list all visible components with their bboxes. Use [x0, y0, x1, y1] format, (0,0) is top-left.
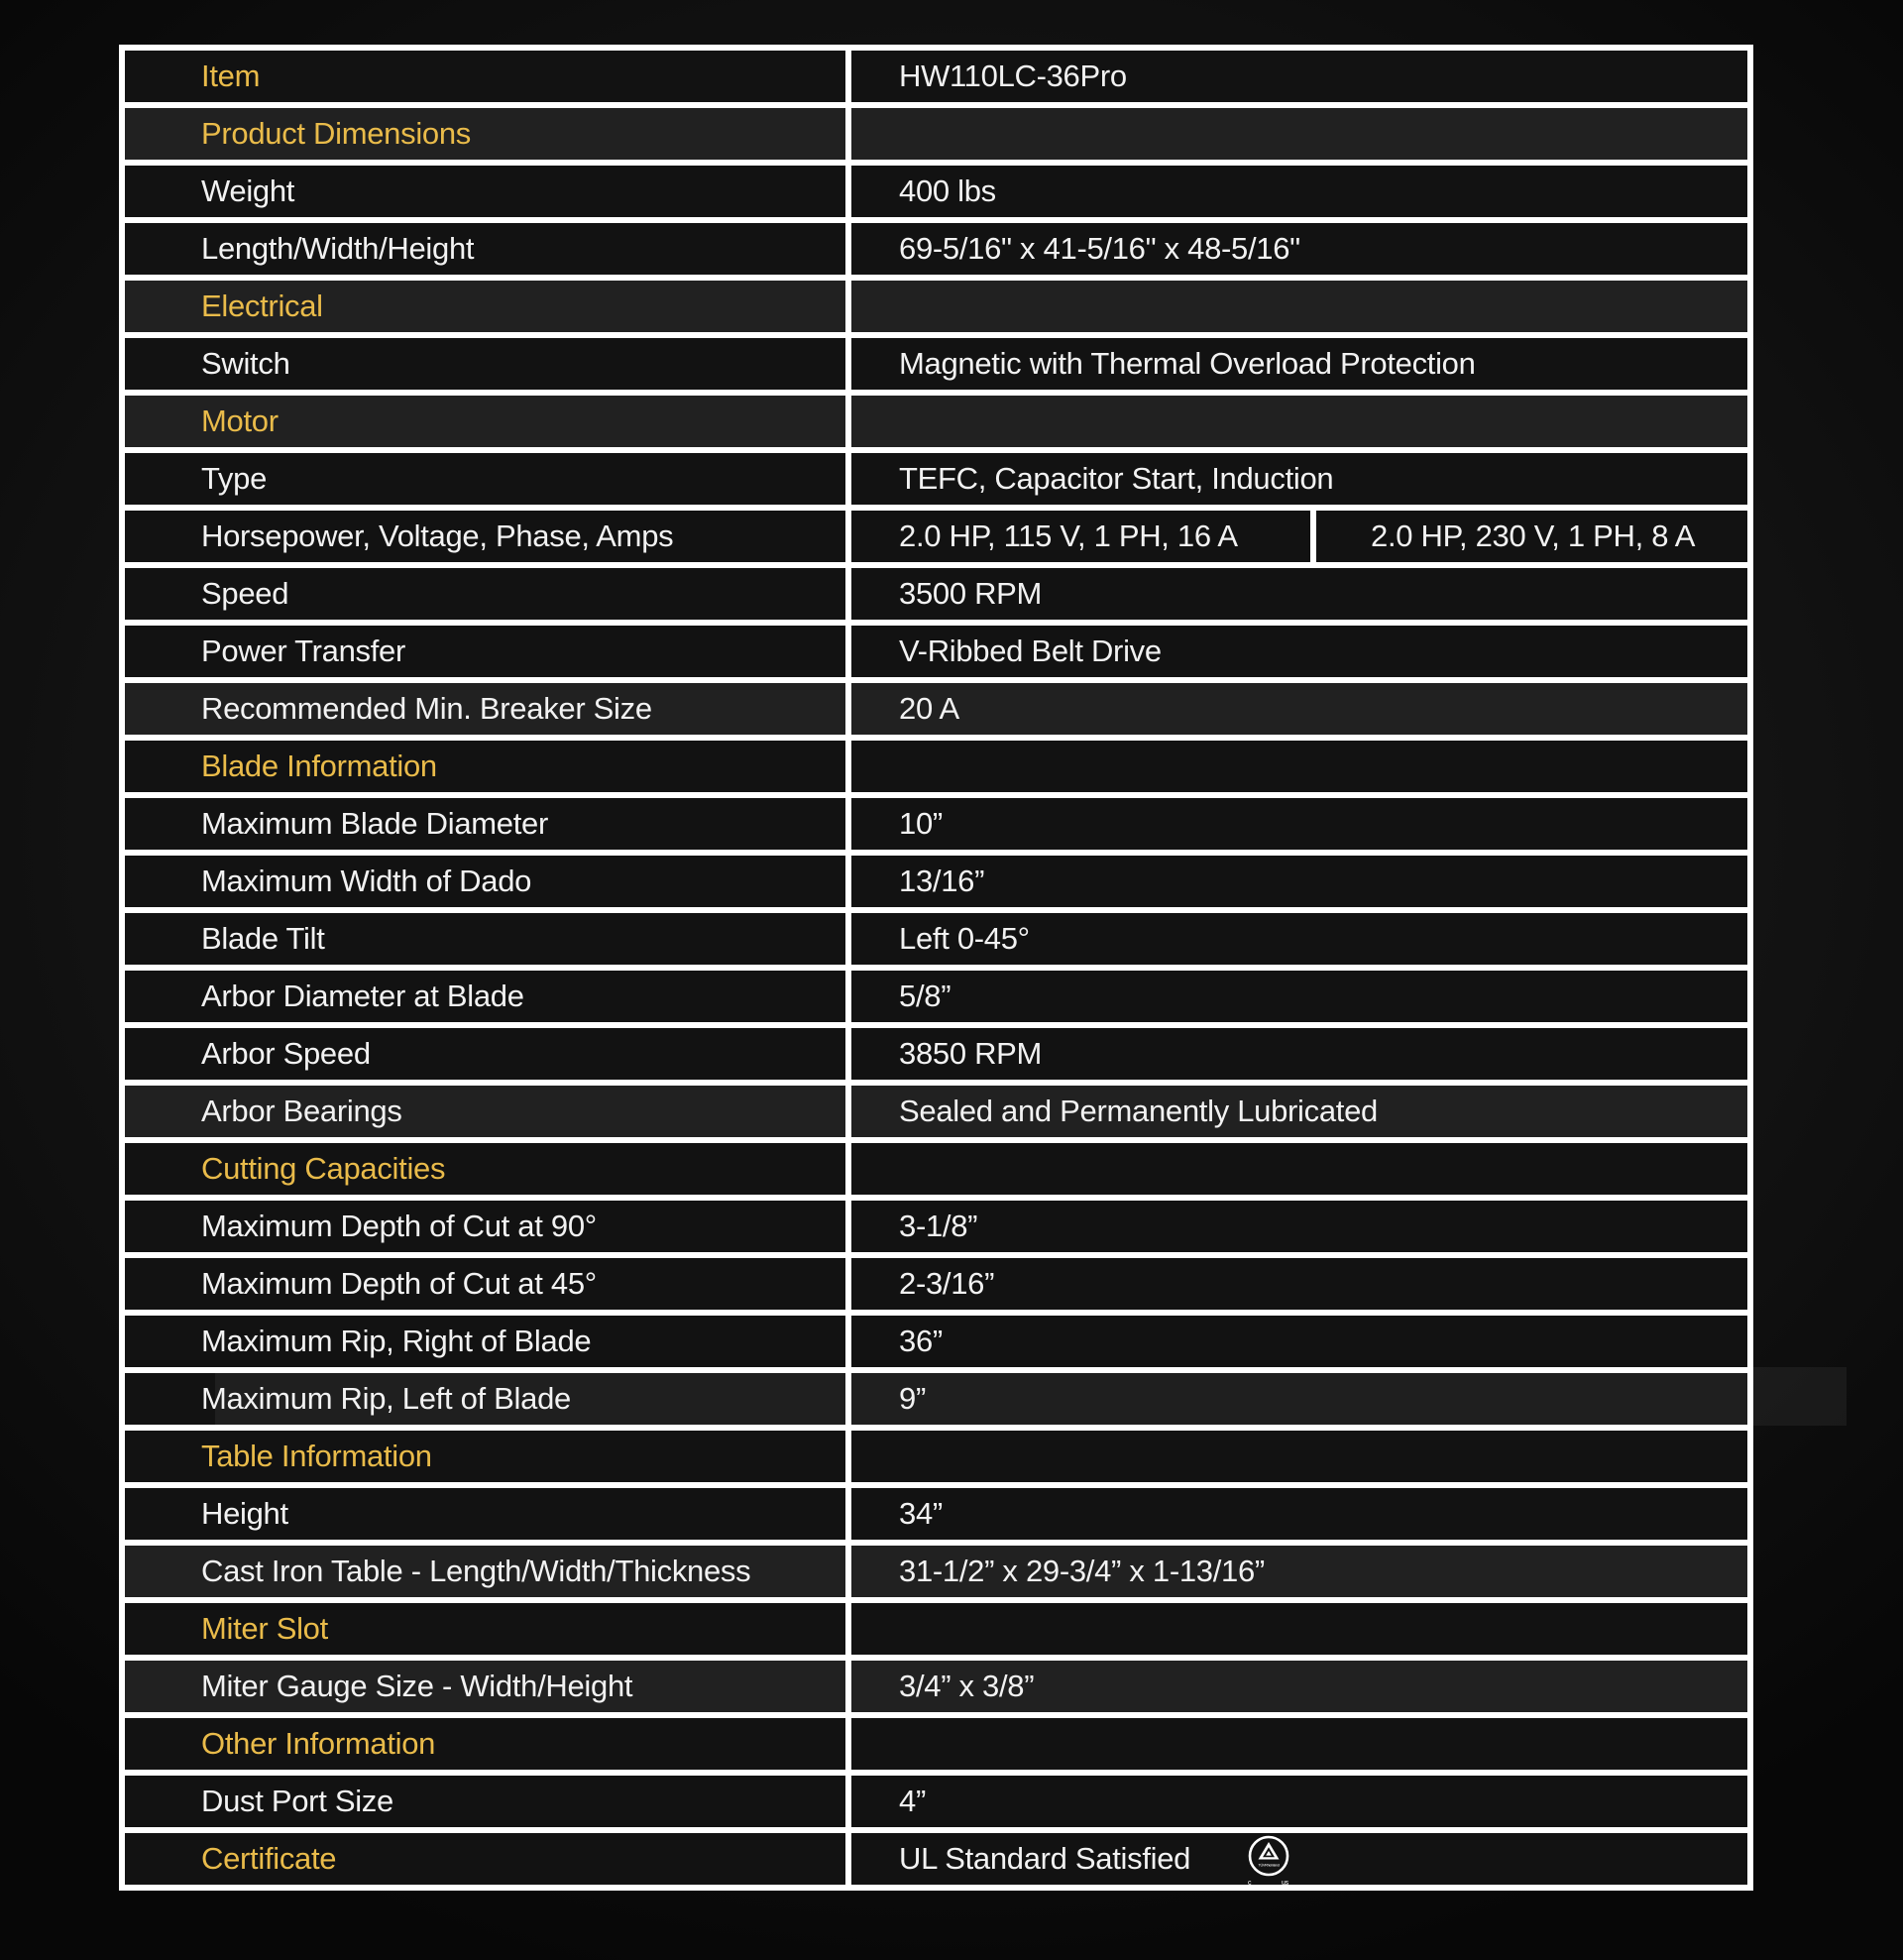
section-label: Cutting Capacities — [201, 1151, 446, 1186]
row-value-cell — [851, 1718, 1747, 1770]
section-label: Blade Information — [201, 749, 437, 783]
spec-row — [125, 1373, 1747, 1425]
section-row — [125, 108, 1747, 160]
row-label: Height — [201, 1496, 288, 1531]
row-value-cell — [851, 1776, 1747, 1827]
row-value: 2.0 HP, 230 V, 1 PH, 8 A — [1371, 519, 1696, 553]
row-value-cell — [851, 453, 1747, 505]
row-value-cell — [851, 626, 1747, 677]
spec-row — [125, 798, 1747, 850]
row-value-cell — [851, 1201, 1747, 1252]
row-label: Miter Gauge Size - Width/Height — [201, 1669, 633, 1703]
spec-row — [125, 453, 1747, 505]
row-label: Certificate — [201, 1841, 337, 1876]
row-value-cell — [851, 1488, 1747, 1540]
section-row — [125, 1718, 1747, 1770]
row-label: Weight — [201, 173, 295, 208]
row-value-cell — [851, 338, 1747, 390]
row-value-cell — [851, 798, 1747, 850]
row-label: Dust Port Size — [201, 1784, 393, 1818]
row-value-cell — [851, 1086, 1747, 1137]
row-value-cell — [851, 1028, 1747, 1080]
row-value-cell — [851, 568, 1747, 620]
row-value-cell — [851, 913, 1747, 965]
spec-row — [125, 1258, 1747, 1310]
row-value-cell — [851, 51, 1747, 102]
spec-row — [125, 338, 1747, 390]
section-label: Motor — [201, 404, 279, 438]
row-value: 34” — [899, 1496, 943, 1531]
spec-row — [125, 1316, 1747, 1367]
row-value: 5/8” — [899, 979, 952, 1013]
section-row — [125, 281, 1747, 332]
row-value: 3/4” x 3/8” — [899, 1669, 1035, 1703]
section-label: Product Dimensions — [201, 116, 471, 151]
spec-row — [125, 1661, 1747, 1712]
row-value: UL Standard Satisfied — [899, 1841, 1191, 1876]
svg-text:us: us — [1282, 1880, 1288, 1885]
row-value: 31-1/2” x 29-3/4” x 1-13/16” — [899, 1554, 1265, 1588]
row-value-cell — [851, 108, 1747, 160]
row-value: V-Ribbed Belt Drive — [899, 634, 1162, 668]
row-label: Arbor Diameter at Blade — [201, 979, 524, 1013]
row-label: Maximum Rip, Left of Blade — [201, 1381, 571, 1416]
row-label: Speed — [201, 576, 289, 611]
spec-row — [125, 1028, 1747, 1080]
row-value-cell — [851, 1546, 1747, 1597]
section-label: Electrical — [201, 288, 323, 323]
spec-row — [125, 568, 1747, 620]
row-value-cell — [851, 1661, 1747, 1712]
section-label: Table Information — [201, 1439, 432, 1473]
spec-row — [125, 1546, 1747, 1597]
row-label: Maximum Depth of Cut at 45° — [201, 1266, 597, 1301]
row-label: Blade Tilt — [201, 921, 325, 956]
row-value-cell — [851, 1316, 1747, 1367]
row-value-cell — [851, 1258, 1747, 1310]
row-value: Left 0-45° — [899, 921, 1030, 956]
row-label: Maximum Rip, Right of Blade — [201, 1324, 592, 1358]
section-row — [125, 396, 1747, 447]
spec-row — [125, 856, 1747, 907]
row-value: 9” — [899, 1381, 926, 1416]
row-value-cell — [851, 1431, 1747, 1482]
row-label: Cast Iron Table - Length/Width/Thickness — [201, 1554, 751, 1588]
spec-row — [125, 626, 1747, 677]
spec-row — [125, 1776, 1747, 1827]
row-value: Magnetic with Thermal Overload Protection — [899, 346, 1476, 381]
spec-row — [125, 971, 1747, 1022]
row-value: 20 A — [899, 691, 959, 726]
row-value: 4” — [899, 1784, 926, 1818]
row-value-cell — [851, 166, 1747, 217]
row-value-cell — [851, 1143, 1747, 1195]
row-value: 3-1/8” — [899, 1209, 978, 1243]
tuv-certification-icon — [1245, 1833, 1292, 1885]
spec-row — [125, 166, 1747, 217]
row-value-cell — [851, 281, 1747, 332]
row-label: Arbor Bearings — [201, 1094, 402, 1128]
row-label: Switch — [201, 346, 290, 381]
row-value-cell — [851, 1833, 1747, 1885]
spec-table — [119, 45, 1753, 1891]
row-value-cell — [851, 223, 1747, 275]
section-row — [125, 1143, 1747, 1195]
row-value-cell — [851, 741, 1747, 792]
section-row — [125, 1603, 1747, 1655]
spec-row — [125, 511, 1747, 562]
spec-row — [125, 1488, 1747, 1540]
spec-row — [125, 1086, 1747, 1137]
row-value-cell — [851, 1603, 1747, 1655]
row-label: Horsepower, Voltage, Phase, Amps — [201, 519, 674, 553]
row-value: 400 lbs — [899, 173, 996, 208]
spec-row — [125, 913, 1747, 965]
row-value-cell — [851, 683, 1747, 735]
row-value: 69-5/16" x 41-5/16" x 48-5/16" — [899, 231, 1300, 266]
row-value-cell — [851, 1373, 1747, 1425]
row-label: Recommended Min. Breaker Size — [201, 691, 652, 726]
row-value: HW110LC-36Pro — [899, 58, 1127, 93]
section-row — [125, 741, 1747, 792]
row-value: 36” — [899, 1324, 943, 1358]
svg-text:TÜVRheinland: TÜVRheinland — [1258, 1863, 1280, 1868]
section-label: Other Information — [201, 1726, 436, 1761]
row-label: Power Transfer — [201, 634, 405, 668]
svg-text:c: c — [1248, 1880, 1252, 1885]
row-value: 2-3/16” — [899, 1266, 995, 1301]
row-label: Maximum Width of Dado — [201, 864, 532, 898]
row-value: 13/16” — [899, 864, 985, 898]
row-value-cell — [851, 396, 1747, 447]
row-label: Length/Width/Height — [201, 231, 475, 266]
row-value: TEFC, Capacitor Start, Induction — [899, 461, 1334, 496]
row-value: 2.0 HP, 115 V, 1 PH, 16 A — [899, 519, 1238, 553]
row-label: Type — [201, 461, 268, 496]
section-label: Miter Slot — [201, 1611, 328, 1646]
row-value: 3850 RPM — [899, 1036, 1043, 1071]
spec-row — [125, 1833, 1747, 1885]
row-value-cell — [851, 971, 1747, 1022]
section-row — [125, 1431, 1747, 1482]
spec-row — [125, 51, 1747, 102]
row-value: Sealed and Permanently Lubricated — [899, 1094, 1378, 1128]
spec-row — [125, 223, 1747, 275]
spec-row — [125, 683, 1747, 735]
row-value-cell — [851, 856, 1747, 907]
row-label: Arbor Speed — [201, 1036, 371, 1071]
spec-row — [125, 1201, 1747, 1252]
row-label: Maximum Depth of Cut at 90° — [201, 1209, 597, 1243]
row-label: Item — [201, 58, 261, 93]
row-value: 3500 RPM — [899, 576, 1043, 611]
row-value: 10” — [899, 806, 943, 841]
row-label: Maximum Blade Diameter — [201, 806, 549, 841]
